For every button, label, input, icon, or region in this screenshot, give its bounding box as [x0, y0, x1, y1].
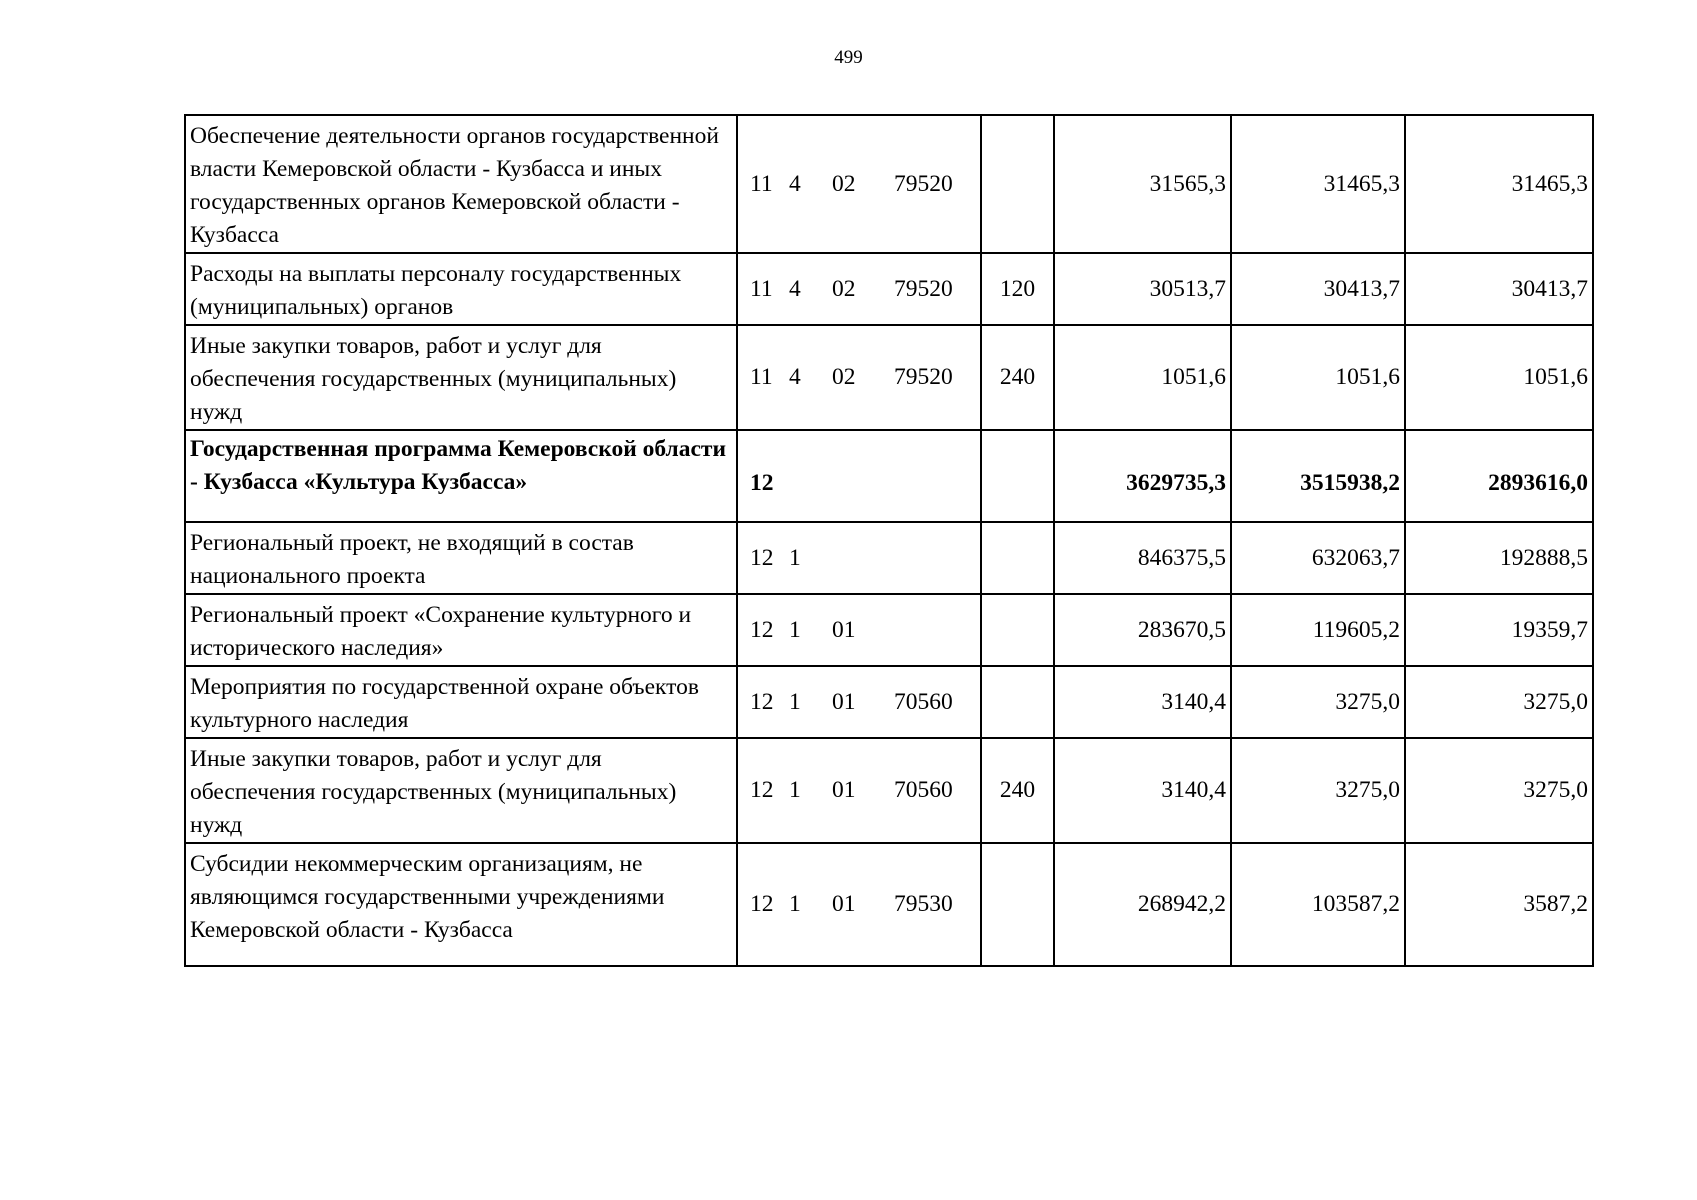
- row-name: Субсидии некоммерческим организациям, не являющимся государственными учреждениями Кемеровской области - Кузбасса: [185, 843, 737, 966]
- table-row: [185, 522, 1593, 594]
- code-program: 12: [750, 891, 774, 917]
- code-subprogram: 1: [789, 616, 801, 643]
- value-year-3: 192888,5: [1405, 522, 1593, 594]
- row-name: Региональный проект «Сохранение культурного и исторического наследия»: [185, 594, 737, 666]
- table-row: [185, 325, 1593, 430]
- code-event: 02: [832, 275, 856, 302]
- code-program: 11: [750, 275, 773, 302]
- row-name: Обеспечение деятельности органов государственной власти Кемеровской области - Кузбасса и иных государственных органов Кемеровской области - Кузбасса: [185, 115, 737, 253]
- budget-table: [184, 114, 1594, 967]
- row-code: [737, 325, 981, 430]
- expense-type: 120: [981, 253, 1054, 325]
- table-row: [185, 115, 1593, 253]
- code-event: 01: [832, 688, 856, 715]
- expense-type: 240: [981, 738, 1054, 843]
- value-year-3: 31465,3: [1405, 115, 1593, 253]
- code-event: 02: [832, 170, 856, 197]
- code-direction: 79530: [894, 891, 953, 917]
- row-code: [737, 522, 981, 594]
- value-year-3: 19359,7: [1405, 594, 1593, 666]
- expense-type: 240: [981, 325, 1054, 430]
- value-year-2: 3275,0: [1231, 666, 1405, 738]
- row-code: [737, 253, 981, 325]
- table-row: [185, 594, 1593, 666]
- value-year-2: 119605,2: [1231, 594, 1405, 666]
- value-year-3: 2893616,0: [1405, 430, 1593, 522]
- value-year-1: 3140,4: [1054, 738, 1231, 843]
- code-event: 02: [832, 364, 856, 390]
- code-direction: 79520: [894, 275, 953, 302]
- table-row: [185, 430, 1593, 522]
- value-year-1: 30513,7: [1054, 253, 1231, 325]
- row-code: [737, 115, 981, 253]
- code-program: 12: [750, 544, 774, 571]
- code-subprogram: 1: [789, 891, 801, 917]
- code-direction: 79520: [894, 364, 953, 390]
- code-subprogram: 4: [789, 364, 801, 390]
- value-year-1: 31565,3: [1054, 115, 1231, 253]
- value-year-1: 846375,5: [1054, 522, 1231, 594]
- value-year-1: 3140,4: [1054, 666, 1231, 738]
- code-program: 11: [750, 170, 773, 197]
- code-event: 01: [832, 616, 856, 643]
- value-year-2: 1051,6: [1231, 325, 1405, 430]
- value-year-2: 3515938,2: [1231, 430, 1405, 522]
- value-year-2: 31465,3: [1231, 115, 1405, 253]
- expense-type: [981, 430, 1054, 522]
- value-year-2: 103587,2: [1231, 843, 1405, 966]
- code-subprogram: 1: [789, 544, 801, 571]
- row-name: Мероприятия по государственной охране объектов культурного наследия: [185, 666, 737, 738]
- code-direction: 70560: [894, 777, 953, 803]
- code-subprogram: 4: [789, 275, 801, 302]
- table-row: [185, 253, 1593, 325]
- code-direction: 79520: [894, 170, 953, 197]
- code-program: 12: [750, 616, 774, 643]
- value-year-3: 30413,7: [1405, 253, 1593, 325]
- value-year-2: 632063,7: [1231, 522, 1405, 594]
- value-year-3: 3275,0: [1405, 666, 1593, 738]
- value-year-1: 283670,5: [1054, 594, 1231, 666]
- value-year-2: 3275,0: [1231, 738, 1405, 843]
- code-subprogram: 1: [789, 688, 801, 715]
- expense-type: [981, 522, 1054, 594]
- expense-type: [981, 115, 1054, 253]
- row-code: [737, 430, 981, 522]
- value-year-2: 30413,7: [1231, 253, 1405, 325]
- table-row: [185, 666, 1593, 738]
- row-code: [737, 666, 981, 738]
- value-year-1: 1051,6: [1054, 325, 1231, 430]
- expense-type: [981, 666, 1054, 738]
- row-code: [737, 594, 981, 666]
- row-name: Расходы на выплаты персоналу государственных (муниципальных) органов: [185, 253, 737, 325]
- row-name: Региональный проект, не входящий в состав национального проекта: [185, 522, 737, 594]
- value-year-1: 3629735,3: [1054, 430, 1231, 522]
- code-subprogram: 1: [789, 777, 801, 803]
- code-program: 11: [750, 364, 773, 390]
- code-program: 12: [750, 777, 774, 803]
- row-code: [737, 738, 981, 843]
- table-row: [185, 738, 1593, 843]
- value-year-3: 3275,0: [1405, 738, 1593, 843]
- row-code: [737, 843, 981, 966]
- code-event: 01: [832, 891, 856, 917]
- value-year-1: 268942,2: [1054, 843, 1231, 966]
- expense-type: [981, 843, 1054, 966]
- row-name: Государственная программа Кемеровской области - Кузбасса «Культура Кузбасса»: [185, 430, 737, 522]
- row-name: Иные закупки товаров, работ и услуг для обеспечения государственных (муниципальных) нужд: [185, 738, 737, 843]
- expense-type: [981, 594, 1054, 666]
- code-event: 01: [832, 777, 856, 803]
- value-year-3: 1051,6: [1405, 325, 1593, 430]
- row-name: Иные закупки товаров, работ и услуг для обеспечения государственных (муниципальных) нужд: [185, 325, 737, 430]
- page-number: 499: [834, 47, 863, 68]
- table-row: [185, 843, 1593, 966]
- value-year-3: 3587,2: [1405, 843, 1593, 966]
- code-direction: 70560: [894, 688, 953, 715]
- code-subprogram: 4: [789, 170, 801, 197]
- code-program: 12: [750, 470, 774, 496]
- code-program: 12: [750, 688, 774, 715]
